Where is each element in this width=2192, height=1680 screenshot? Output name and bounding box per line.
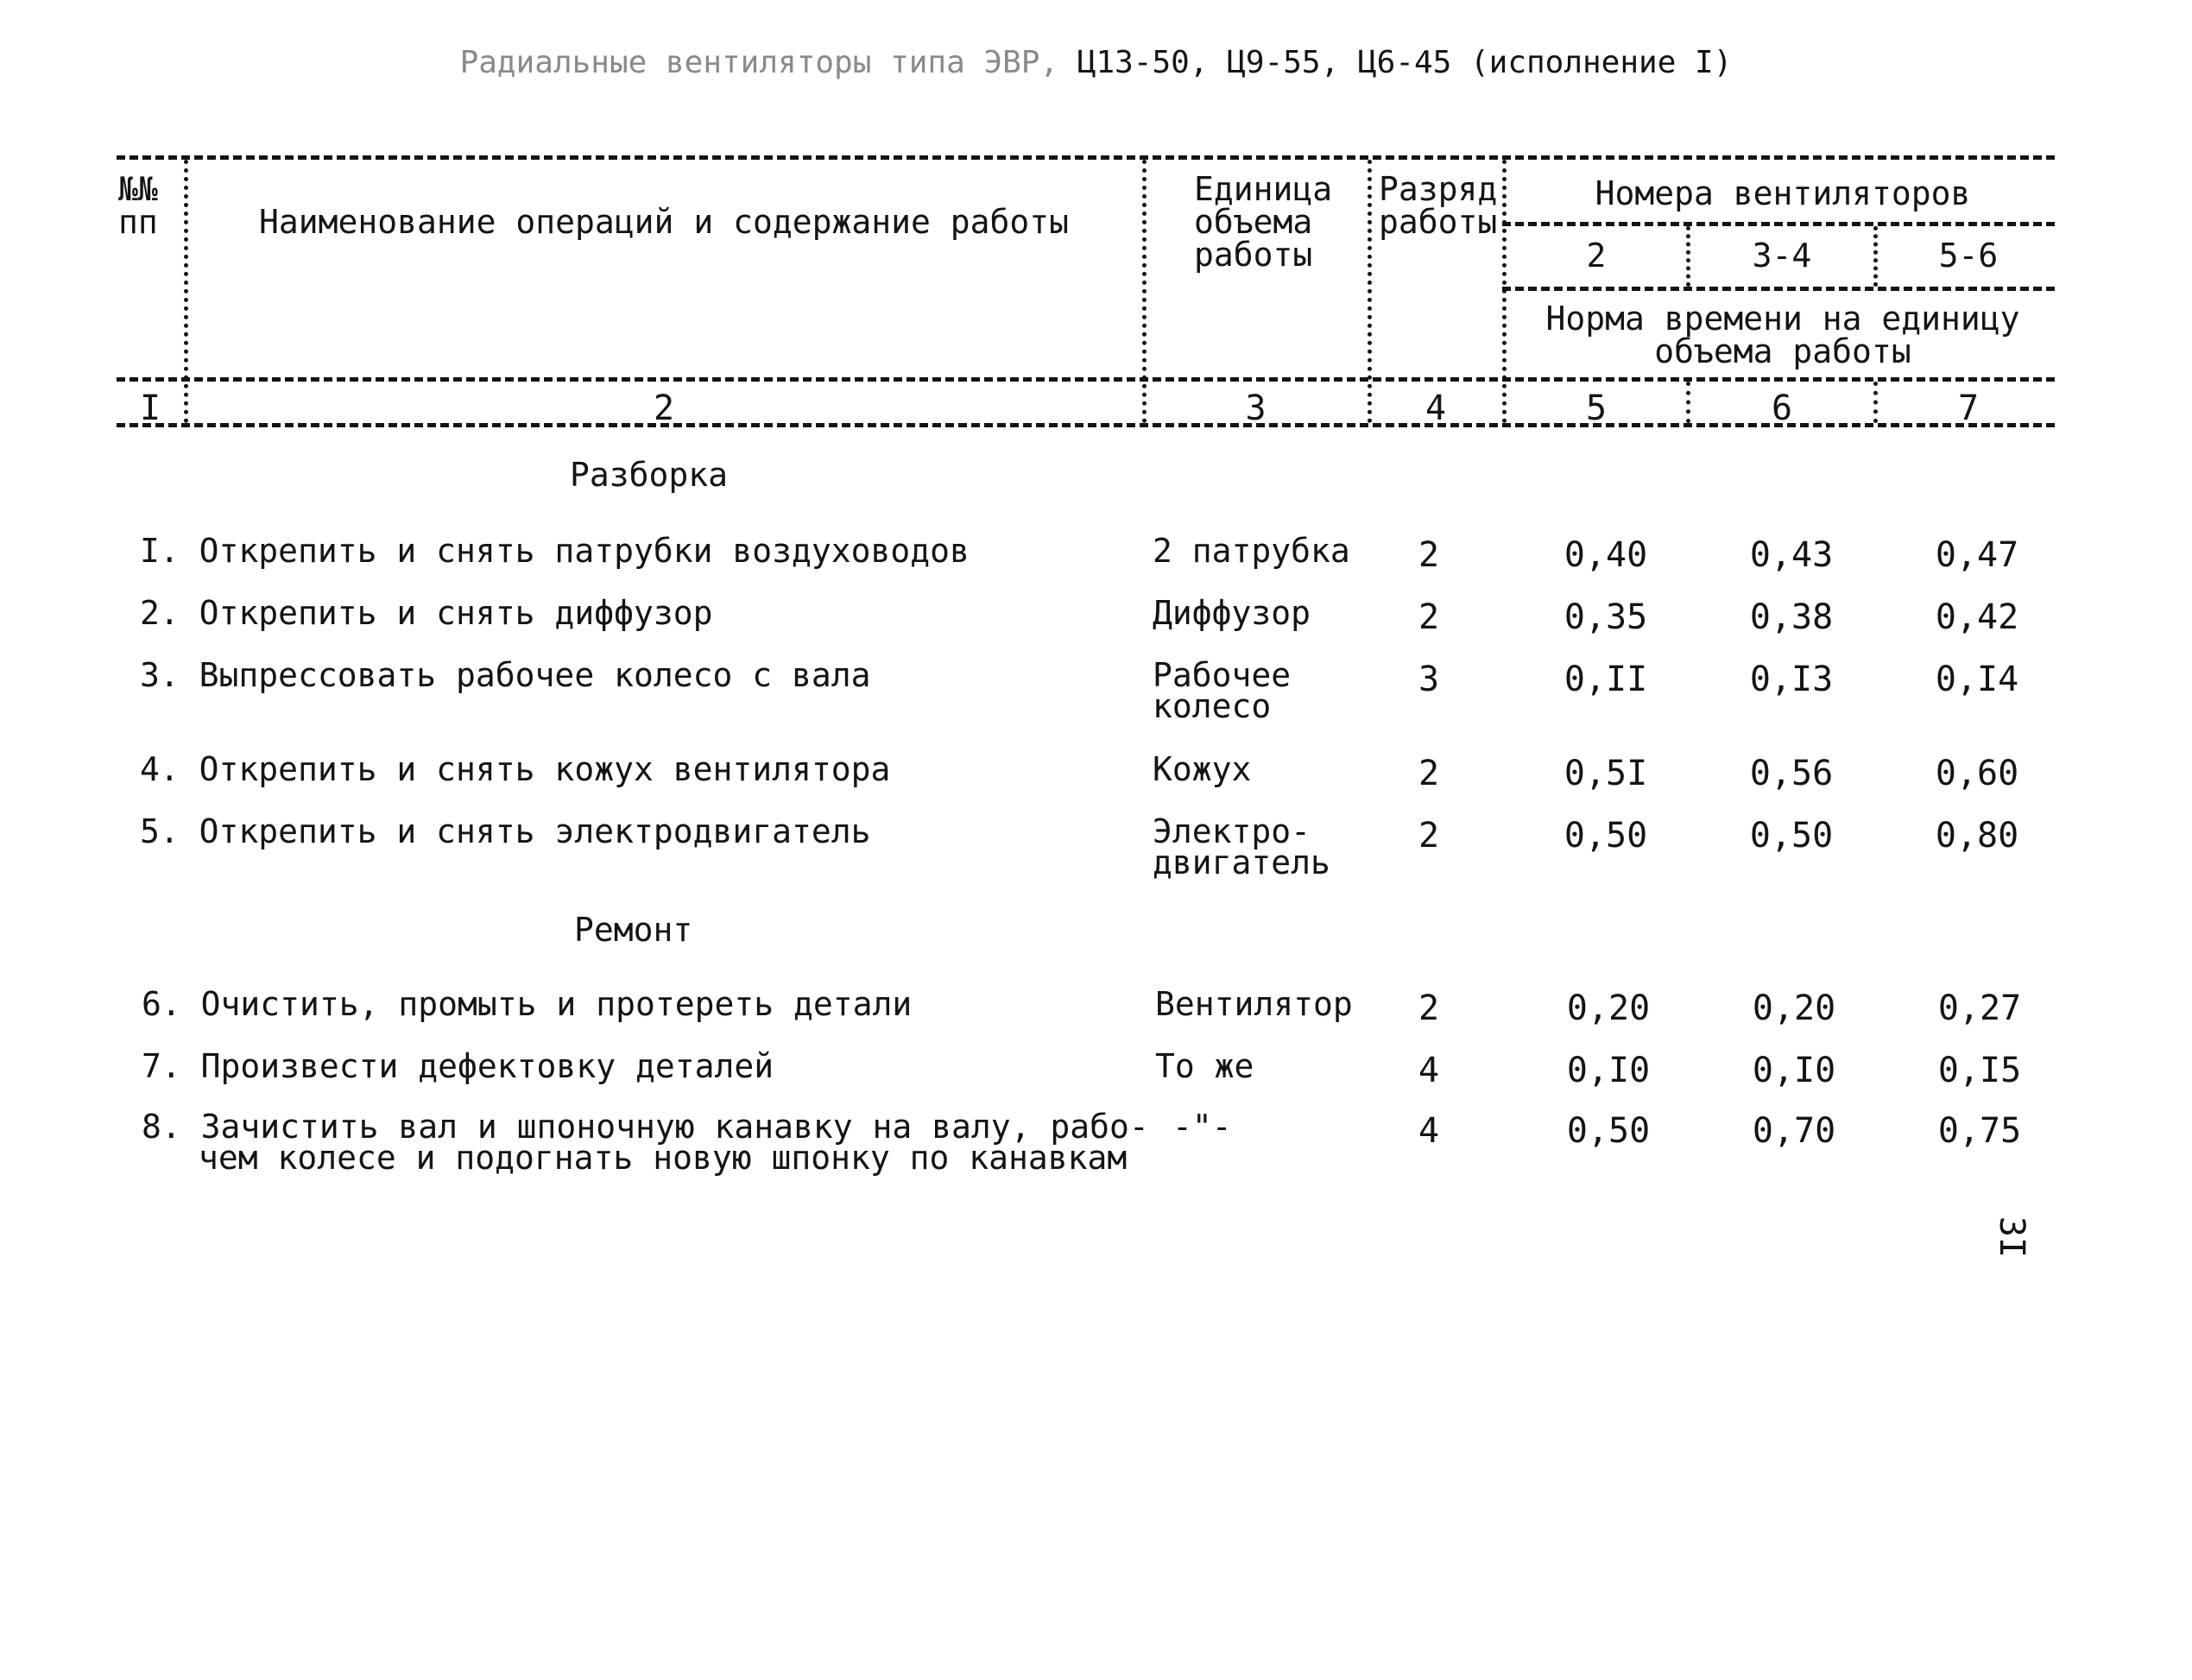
- row-7-unit: То же: [1155, 1047, 1254, 1085]
- header-norm-line2: объема работы: [1654, 332, 1911, 370]
- row-1-operation: I. Открепить и снять патрубки воздуховодов: [140, 532, 970, 570]
- row-2-operation: 2. Открепить и снять диффузор: [140, 594, 713, 632]
- section-title-repair: Ремонт: [574, 911, 693, 949]
- header-fan-col2: 3-4: [1752, 237, 1812, 275]
- document-title: [0, 45, 2192, 80]
- colnum-5: 5: [1585, 388, 1608, 428]
- header-fan-col1: 2: [1586, 237, 1607, 275]
- col-divider-2: [1142, 160, 1147, 423]
- header-num-line1: №№: [118, 170, 158, 208]
- row-6-grade: 2: [1418, 988, 1440, 1028]
- row-3-value-2: 0,II: [1563, 660, 1648, 699]
- row-7-value-2: 0,I0: [1566, 1051, 1651, 1090]
- header-fans-title: Номера вентиляторов: [1595, 174, 1971, 212]
- row-2-value-3-4: 0,38: [1749, 597, 1834, 637]
- header-fan-col3: 5-6: [1938, 237, 1999, 275]
- header-operation: Наименование операций и содержание работы: [259, 203, 1069, 241]
- row-8-value-5-6: 0,75: [1937, 1111, 2022, 1151]
- row-8-operation-line1: 8. Зачистить вал и шпоночную канавку на валу, рабо-: [142, 1108, 1149, 1146]
- section-title-disassembly: Разборка: [570, 456, 729, 494]
- colnum-1: I: [139, 388, 161, 428]
- row-1-value-5-6: 0,47: [1935, 535, 2019, 575]
- row-8-grade: 4: [1418, 1111, 1440, 1151]
- row-1-value-2: 0,40: [1563, 535, 1648, 575]
- colnum-4: 4: [1424, 388, 1447, 428]
- row-3-unit-line1: Рабочее: [1153, 656, 1292, 694]
- header-unit-line1: Единица: [1194, 170, 1333, 208]
- header-norm-line1: Норма времени на единицу: [1545, 300, 2020, 338]
- row-3-grade: 3: [1418, 660, 1440, 699]
- header-num-line2: пп: [118, 203, 158, 241]
- row-5-operation: 5. Открепить и снять электродвигатель: [140, 812, 871, 850]
- colnum-3: 3: [1245, 388, 1267, 428]
- row-5-unit-line1: Электро-: [1153, 812, 1311, 850]
- header-grade-line2: работы: [1379, 203, 1498, 241]
- row-1-unit: 2 патрубка: [1153, 532, 1350, 570]
- row-5-value-2: 0,50: [1563, 816, 1648, 856]
- page-number: 3I: [1992, 1216, 2031, 1259]
- colnum-6: 6: [1771, 388, 1793, 428]
- row-6-operation: 6. Очистить, промыть и протереть детали: [142, 985, 913, 1023]
- col-divider-3: [1368, 160, 1372, 423]
- header-unit-line2: объема: [1194, 203, 1313, 241]
- title-faded-part: Радиальные вентиляторы типа ЭВР,: [459, 45, 1059, 80]
- row-4-unit: Кожух: [1153, 750, 1252, 788]
- row-4-value-3-4: 0,56: [1749, 754, 1834, 793]
- row-2-value-5-6: 0,42: [1935, 597, 2019, 637]
- row-3-value-5-6: 0,I4: [1935, 660, 2019, 699]
- row-6-value-2: 0,20: [1566, 988, 1651, 1028]
- row-5-unit-line2: двигатель: [1153, 843, 1330, 881]
- header-bottom-rule: [117, 377, 2055, 382]
- row-7-value-5-6: 0,I5: [1937, 1051, 2022, 1090]
- row-3-operation: 3. Выпрессовать рабочее колесо с вала: [140, 656, 871, 694]
- row-5-value-5-6: 0,80: [1935, 816, 2019, 856]
- row-6-unit: Вентилятор: [1155, 985, 1353, 1023]
- colnum-2: 2: [653, 388, 675, 428]
- row-3-unit-line2: колесо: [1153, 687, 1272, 725]
- fans-norm-rule: [1502, 287, 2055, 291]
- fans-subheader-rule: [1502, 222, 2055, 226]
- row-4-value-2: 0,5I: [1563, 754, 1648, 793]
- colnum-7: 7: [1957, 388, 1980, 428]
- row-7-grade: 4: [1418, 1051, 1440, 1090]
- row-7-value-3-4: 0,I0: [1752, 1051, 1836, 1090]
- row-4-grade: 2: [1418, 754, 1440, 793]
- row-4-operation: 4. Открепить и снять кожух вентилятора: [140, 750, 891, 788]
- row-8-value-3-4: 0,70: [1752, 1111, 1836, 1151]
- row-5-value-3-4: 0,50: [1749, 816, 1834, 856]
- row-3-value-3-4: 0,I3: [1749, 660, 1834, 699]
- row-2-grade: 2: [1418, 597, 1440, 637]
- table-top-rule: [117, 155, 2055, 160]
- row-4-value-5-6: 0,60: [1935, 754, 2019, 793]
- header-unit-line3: работы: [1194, 236, 1313, 274]
- row-1-grade: 2: [1418, 535, 1440, 575]
- row-6-value-5-6: 0,27: [1937, 988, 2022, 1028]
- row-2-unit: Диффузор: [1153, 594, 1311, 632]
- row-8-value-2: 0,50: [1566, 1111, 1651, 1151]
- row-7-operation: 7. Произвести дефектовку деталей: [142, 1047, 774, 1085]
- header-grade-line1: Разряд: [1379, 170, 1498, 208]
- title-main-part: Ц13-50, Ц9-55, Ц6-45 (исполнение I): [1058, 45, 1733, 80]
- row-1-value-3-4: 0,43: [1749, 535, 1834, 575]
- row-5-grade: 2: [1418, 816, 1440, 856]
- row-2-value-2: 0,35: [1563, 597, 1648, 637]
- row-6-value-3-4: 0,20: [1752, 988, 1836, 1028]
- row-8-unit: -"-: [1172, 1108, 1232, 1146]
- row-8-operation-line2: чем колесе и подогнать новую шпонку по канавкам: [199, 1139, 1128, 1177]
- col-divider-1: [184, 160, 188, 423]
